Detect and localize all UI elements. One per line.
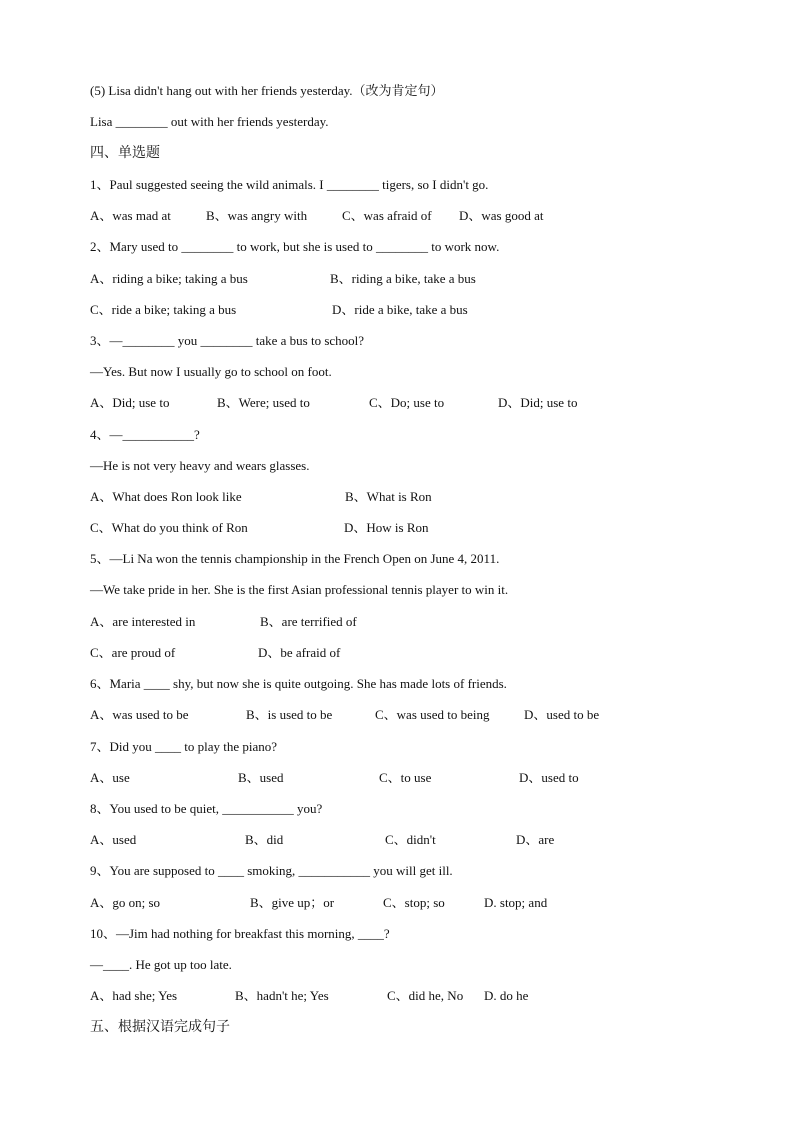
option[interactable]: C、are proud of: [90, 645, 176, 660]
question-stem: 7、Did you ____ to play the piano?: [90, 739, 278, 754]
question-stem: 9、You are supposed to ____ smoking, ___________ you will get ill.: [90, 863, 453, 878]
option[interactable]: C、didn't: [385, 832, 436, 847]
option[interactable]: B、used: [238, 770, 284, 785]
section-heading-complete-sentences: 五、根据汉语完成句子: [90, 1019, 230, 1035]
option[interactable]: D. stop; and: [484, 895, 548, 910]
option[interactable]: C、to use: [379, 770, 432, 785]
question-stem: 8、You used to be quiet, ___________ you?: [90, 801, 323, 816]
option[interactable]: D、was good at: [459, 208, 544, 223]
option[interactable]: B、Were; used to: [217, 395, 310, 410]
section-heading-multiple-choice: 四、单选题: [90, 145, 160, 161]
option[interactable]: B、hadn't he; Yes: [235, 988, 329, 1003]
option[interactable]: A、Did; use to: [90, 395, 170, 410]
option[interactable]: A、What does Ron look like: [90, 489, 242, 504]
option[interactable]: D、How is Ron: [344, 520, 429, 535]
option[interactable]: B、give up；or: [250, 895, 335, 910]
option[interactable]: C、What do you think of Ron: [90, 520, 248, 535]
option[interactable]: D、be afraid of: [258, 645, 341, 660]
dialog-line: —Yes. But now I usually go to school on foot.: [90, 364, 332, 379]
option[interactable]: D、used to be: [524, 707, 600, 722]
option[interactable]: A、are interested in: [90, 614, 196, 629]
option[interactable]: C、Do; use to: [369, 395, 445, 410]
question-stem: 4、—___________?: [90, 427, 200, 442]
option[interactable]: D. do he: [484, 988, 529, 1003]
option[interactable]: A、was mad at: [90, 208, 171, 223]
dialog-line: —He is not very heavy and wears glasses.: [90, 458, 310, 473]
option[interactable]: A、was used to be: [90, 707, 189, 722]
option[interactable]: B、was angry with: [206, 208, 308, 223]
question-stem: 1、Paul suggested seeing the wild animals. I ________ tigers, so I didn't go.: [90, 177, 489, 192]
option[interactable]: B、are terrified of: [260, 614, 357, 629]
question-stem: 10、—Jim had nothing for breakfast this morning, ____?: [90, 926, 390, 941]
option[interactable]: D、are: [516, 832, 555, 847]
option[interactable]: B、is used to be: [246, 707, 333, 722]
option[interactable]: C、ride a bike; taking a bus: [90, 302, 237, 317]
option[interactable]: D、ride a bike, take a bus: [332, 302, 468, 317]
option[interactable]: A、had she; Yes: [90, 988, 178, 1003]
dialog-line: —We take pride in her. She is the first Asian professional tennis player to win it.: [90, 582, 509, 597]
option[interactable]: C、was used to being: [375, 707, 490, 722]
option[interactable]: B、riding a bike, take a bus: [330, 271, 476, 286]
option[interactable]: D、Did; use to: [498, 395, 578, 410]
option[interactable]: D、used to: [519, 770, 579, 785]
option[interactable]: A、use: [90, 770, 130, 785]
dialog-line: —____. He got up too late.: [90, 957, 232, 972]
option[interactable]: A、riding a bike; taking a bus: [90, 271, 248, 286]
question-stem: 2、Mary used to ________ to work, but she is used to ________ to work now.: [90, 239, 500, 254]
option[interactable]: C、stop; so: [383, 895, 445, 910]
question-stem: 3、—________ you ________ take a bus to school?: [90, 333, 365, 348]
question-stem: 5、—Li Na won the tennis championship in the French Open on June 4, 2011.: [90, 551, 500, 566]
option[interactable]: C、was afraid of: [342, 208, 432, 223]
rewrite-answer-line: Lisa ________ out with her friends yesterday.: [90, 114, 329, 129]
option[interactable]: A、used: [90, 832, 137, 847]
option[interactable]: B、What is Ron: [345, 489, 432, 504]
question-stem: 6、Maria ____ shy, but now she is quite outgoing. She has made lots of friends.: [90, 676, 507, 691]
option[interactable]: A、go on; so: [90, 895, 161, 910]
rewrite-prompt: (5) Lisa didn't hang out with her friends yesterday.（改为肯定句）: [90, 83, 444, 98]
option[interactable]: C、did he, No: [387, 988, 464, 1003]
option[interactable]: B、did: [245, 832, 284, 847]
